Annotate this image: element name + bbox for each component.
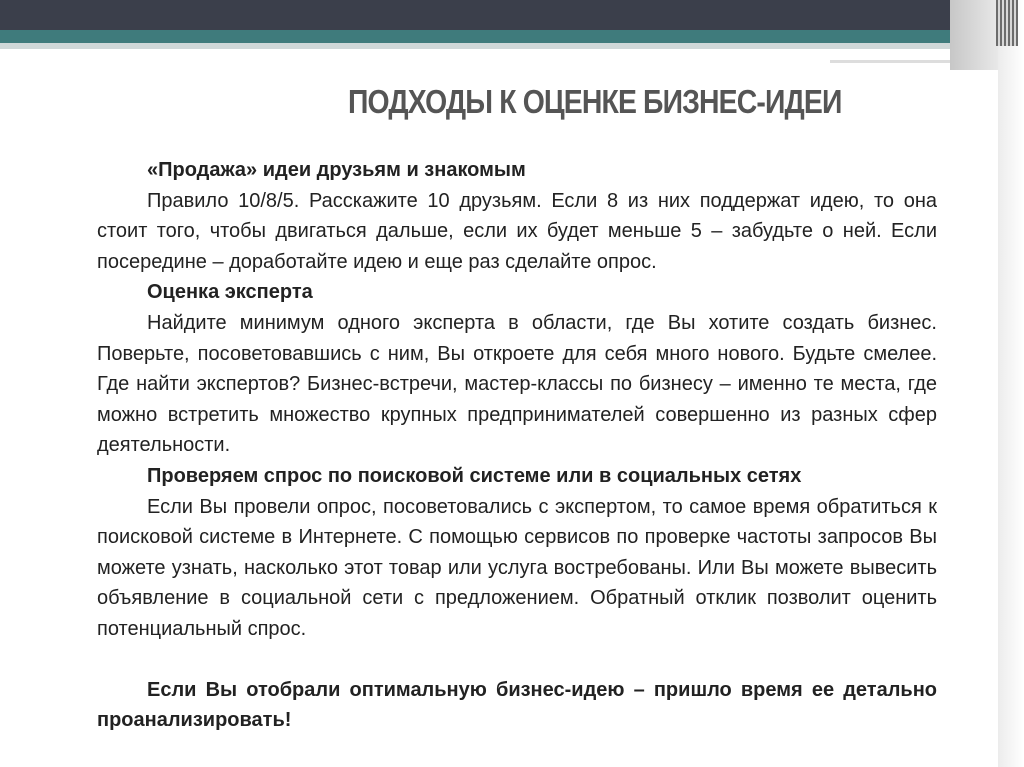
section-text-sale: Правило 10/8/5. Расскажите 10 друзьям. Если 8 из них поддержат идею, то она стоит того, чтобы двигаться дальше, если их будет меньше 5 – забудьте о ней. Если посередине – доработайте идею и еще раз сделайте опрос.: [97, 189, 937, 273]
slide-title: ПОДХОДЫ К ОЦЕНКЕ БИЗНЕС-ИДЕИ: [348, 83, 842, 120]
header-dark-band: [0, 0, 1024, 30]
section-text-expert: Найдите минимум одного эксперта в области, где Вы хотите создать бизнес. Поверьте, посоветовавшись с ним, Вы откроете для себя много нового. Будьте смелее. Где найти экспертов? Бизнес-встречи, мастер-классы по бизнесу – именно те места, где можно встретить множество крупных предпринимателей совершенно из разных сфер деятельности.: [97, 311, 937, 457]
right-edge-shade: [998, 0, 1024, 767]
header-light-band: [0, 43, 1024, 49]
conclusion-text: Если Вы отобрали оптимальную бизнес-идею – пришло время ее детально проанализировать!: [97, 678, 937, 732]
section-text-search: Если Вы провели опрос, посоветовались с экспертом, то самое время обратиться к поисковой системе в Интернете. С помощью сервисов по проверке частоты запросов Вы можете узнать, насколько этот товар или услуга востребованы. Или Вы можете вывесить объявление в социальной сети с предложением. Обратный отклик позволит оценить потенциальный спрос.: [97, 495, 937, 640]
section-heading-expert: Оценка эксперта: [147, 281, 313, 304]
header-teal-band: [0, 30, 1024, 43]
header-underline: [830, 60, 950, 63]
section-heading-search: Проверяем спрос по поисковой системе или в социальных сетях: [147, 464, 802, 487]
slide-body: [97, 155, 937, 736]
spacer: [97, 645, 937, 675]
section-heading-sale: «Продажа» идеи друзьям и знакомым: [147, 159, 526, 181]
corner-ticks: [996, 0, 1018, 46]
